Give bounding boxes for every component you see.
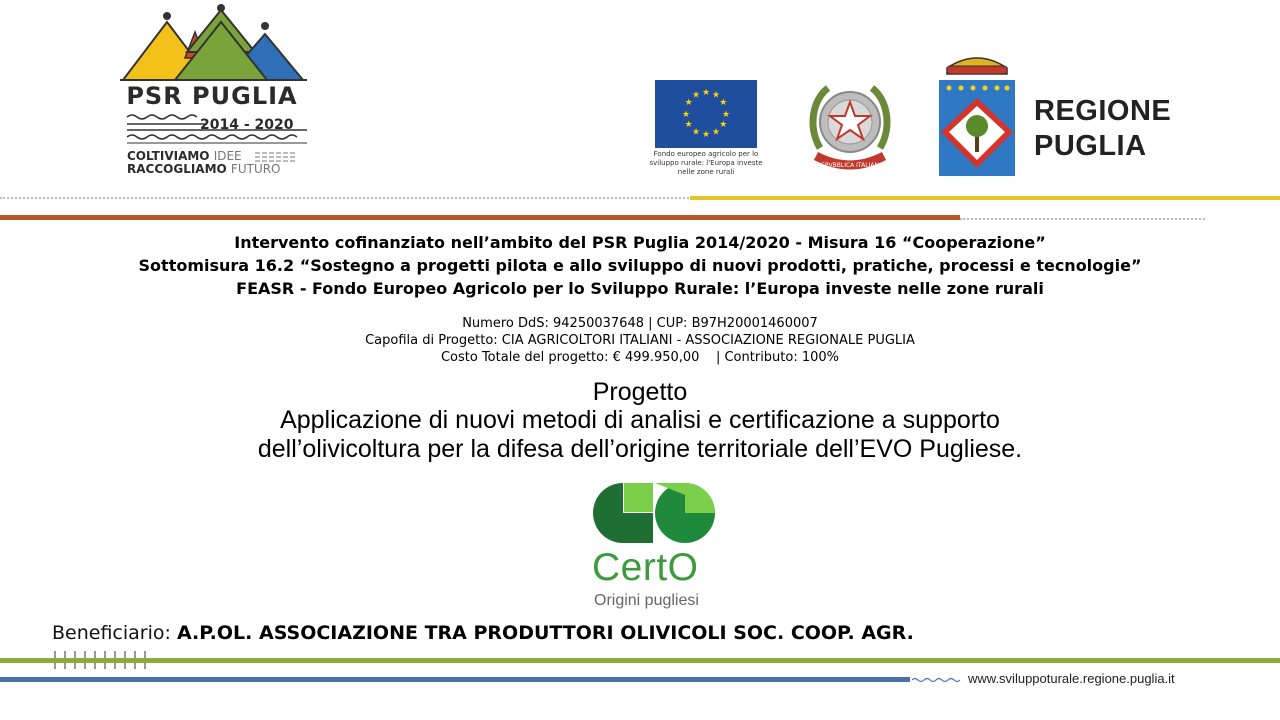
certo-logo-subtitle: Origini pugliesi — [594, 592, 699, 609]
meta-capofila: Capofila di Progetto: CIA AGRICOLTORI ITALIANI - ASSOCIAZIONE REGIONALE PUGLIA — [365, 333, 915, 348]
divider-blue — [0, 677, 910, 682]
psr-logo-motto-line1 — [127, 149, 242, 163]
beneficiario-label: Beneficiario: — [52, 622, 171, 644]
project-title-line1: Applicazione di nuovi metodi di analisi e certificazione a supporto — [280, 406, 1000, 434]
svg-text:★: ★ — [684, 98, 693, 108]
eu-flag-logo — [655, 80, 757, 148]
divider-yellow — [690, 196, 1280, 200]
svg-text:★: ★ — [684, 120, 693, 130]
regione-puglia-shield — [935, 48, 1019, 180]
regione-name-line1: REGIONE — [1034, 95, 1172, 127]
psr-motto-bold-2: RACCOGLIAMO — [127, 162, 227, 176]
svg-text:★: ★ — [691, 90, 701, 101]
svg-text:★: ★ — [711, 127, 721, 138]
svg-text:★: ★ — [701, 88, 711, 98]
psr-logo-years: 2014 - 2020 — [200, 117, 294, 133]
svg-text:★: ★ — [701, 130, 711, 140]
svg-text:★: ★ — [721, 110, 731, 120]
certo-logo-mark — [593, 482, 715, 544]
psr-motto-bold-1: COLTIVIAMO — [127, 149, 210, 163]
svg-text:★: ★ — [691, 127, 701, 138]
divider-green — [0, 658, 1280, 663]
svg-text:★: ★ — [719, 98, 728, 108]
emblem-ribbon-text: REPVBBLICA ITALIANA — [816, 162, 884, 169]
svg-text:★: ★ — [711, 90, 721, 101]
intro-line-2: Sottomisura 16.2 “Sostegno a progetti pilota e allo sviluppo di nuovi prodotti, pratiche, processi e tecnologie” — [138, 256, 1142, 275]
beneficiario-value: A.P.OL. ASSOCIAZIONE TRA PRODUTTORI OLIVICOLI SOC. COOP. AGR. — [176, 622, 914, 644]
footer-website-link[interactable]: www.sviluppoturale.regione.puglia.it — [968, 671, 1175, 686]
psr-motto-light-1: IDEE — [213, 149, 242, 163]
italian-republic-emblem — [806, 78, 894, 174]
svg-text:★: ★ — [719, 120, 728, 130]
meta-costo: Costo Totale del progetto: € 499.950,00 | Contributo: 100% — [440, 350, 840, 365]
certo-logo-name: CertO — [592, 546, 699, 589]
beneficiario-line — [52, 622, 914, 644]
meta-dds-cup: Numero DdS: 94250037648 | CUP: B97H20001460007 — [462, 316, 818, 331]
divider-dotted-second — [960, 218, 1205, 220]
psr-motto-light-2: FUTURO — [230, 162, 281, 176]
divider-brown — [0, 215, 960, 220]
intro-line-1: Intervento cofinanziato nell’ambito del PSR Puglia 2014/2020 - Misura 16 “Cooperazione” — [234, 233, 1046, 252]
regione-name-line2: PUGLIA — [1034, 130, 1147, 162]
footer-wave — [912, 676, 962, 684]
project-label: Progetto — [592, 378, 688, 406]
svg-text:★: ★ — [681, 110, 691, 120]
eu-fund-caption: Fondo europeo agricolo per lo sviluppo rurale: l'Europa investe nelle zone rurali — [649, 150, 763, 176]
psr-logo-title: PSR PUGLIA — [126, 82, 298, 110]
project-title-line2: dell’olivicoltura per la difesa dell’origine territoriale dell’EVO Pugliese. — [257, 435, 1023, 463]
intro-line-3: FEASR - Fondo Europeo Agricolo per lo Sviluppo Rurale: l’Europa investe nelle zone rurali — [236, 279, 1044, 298]
psr-logo-motto-line2 — [127, 162, 281, 176]
